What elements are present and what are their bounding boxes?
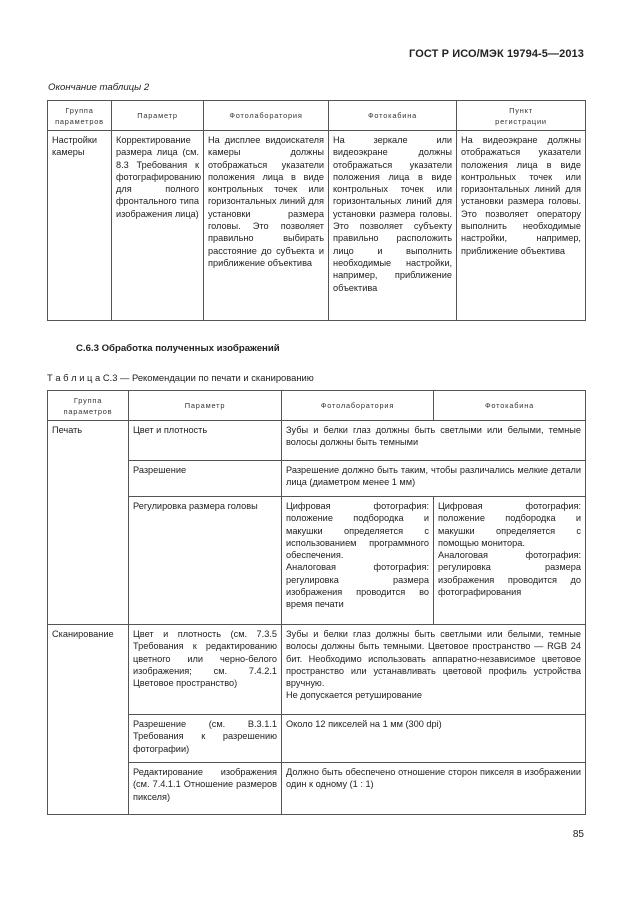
cell-group: Настройки камеры	[48, 131, 112, 321]
cell-value: Должно быть обеспечено отношение сторон пикселя в изображении один к одному (1 : 1)	[282, 763, 586, 815]
cell-booth: Цифровая фотография: положение подбородка и макушки определяется с помощью монитора. Аналоговая фотография: регулировка размера изображения проводится до фотографирования	[434, 497, 586, 625]
table2-header-group: Группа параметров	[48, 391, 129, 421]
table1-header-registration: Пункт регистрации	[457, 101, 586, 131]
table-row	[48, 461, 586, 497]
cell-param: Разрешение (см. В.3.1.1 Требования к разрешению фотографии)	[129, 715, 282, 763]
cell-param: Разрешение	[129, 461, 282, 497]
table1-header-booth: Фотокабина	[329, 101, 457, 131]
cell-param: Цвет и плотность (см. 7.3.5 Требования к редактированию цветного или черно-белого изображения; см. 7.4.2.1 Цветовое пространство)	[129, 625, 282, 715]
cell-param: Регулировка размера головы	[129, 497, 282, 625]
cell-param: Корректирование размера лица (см. 8.3 Требования к фотографированию для полного фронтального типа изображения лица)	[112, 131, 204, 321]
table-row	[48, 421, 586, 461]
section-title: С.6.3 Обработка полученных изображений	[76, 343, 280, 354]
cell-lab: Цифровая фотография: положение подбородка и макушки определяется с использованием программного обеспечения. Аналоговая фотография: регулировка размера изображения проводится во время печати	[282, 497, 434, 625]
table2-header-param: Параметр	[129, 391, 282, 421]
cell-booth: На зеркале или видеоэкране должны отображаться указатели положения лица в виде контрольных точек или горизонтальных линий для установки размера головы. Это позволяет субъекту правильно расположить лицо и выполнить необходимые настройки, например, приближение объектива	[329, 131, 457, 321]
table2-header-lab: Фотолаборатория	[282, 391, 434, 421]
table-row	[48, 715, 586, 763]
cell-param: Редактирование изображения (см. 7.4.1.1 Отношение размеров пикселя)	[129, 763, 282, 815]
cell-group-scan: Сканирование	[48, 625, 129, 815]
cell-group-print: Печать	[48, 421, 129, 625]
page-number: 85	[572, 829, 584, 840]
table2-header-booth: Фотокабина	[434, 391, 586, 421]
cell-param: Цвет и плотность	[129, 421, 282, 461]
cell-value: Зубы и белки глаз должны быть светлыми или белыми, темные волосы должны быть темными	[282, 421, 586, 461]
cell-value: Зубы и белки глаз должны быть светлыми или белыми, темные волосы должны быть темными. Цветовое пространство — RGB 24 бит. Необходимо использовать аппаратно-независимое цветовое пространство или устанавливать цветовой профиль устройства вручную. Не допускается ретуширование	[282, 625, 586, 715]
table-row	[48, 763, 586, 815]
table1-header-group: Группа параметров	[48, 101, 112, 131]
table-2-end	[47, 100, 586, 321]
cell-registration: На видеоэкране должны отображаться указатели положения лица в виде контрольных точек или горизонтальных линий для установки размера головы. Это позволяет оператору выполнить необходимые настройки, например, приближение объектива	[457, 131, 586, 321]
table-row	[48, 497, 586, 625]
table-row	[48, 625, 586, 715]
table2-caption: Т а б л и ц а С.3 — Рекомендации по печати и сканированию	[47, 372, 314, 383]
table1-header-param: Параметр	[112, 101, 204, 131]
cell-value: Около 12 пикселей на 1 мм (300 dpi)	[282, 715, 586, 763]
table-c3	[47, 390, 586, 815]
cell-value: Разрешение должно быть таким, чтобы различались мелкие детали лица (диаметром менее 1 мм)	[282, 461, 586, 497]
table1-header-lab: Фотолаборатория	[204, 101, 329, 131]
cell-lab: На дисплее видоискателя камеры должны отображаться указатели положения лица в виде контрольных точек или горизонтальных линий для установки размера головы. Это позволяет правильно выбирать расстояние до субъекта и приближение объектива	[204, 131, 329, 321]
table-row	[48, 131, 586, 321]
table1-caption: Окончание таблицы 2	[48, 82, 150, 93]
document-header: ГОСТ Р ИСО/МЭК 19794-5—2013	[409, 48, 584, 60]
